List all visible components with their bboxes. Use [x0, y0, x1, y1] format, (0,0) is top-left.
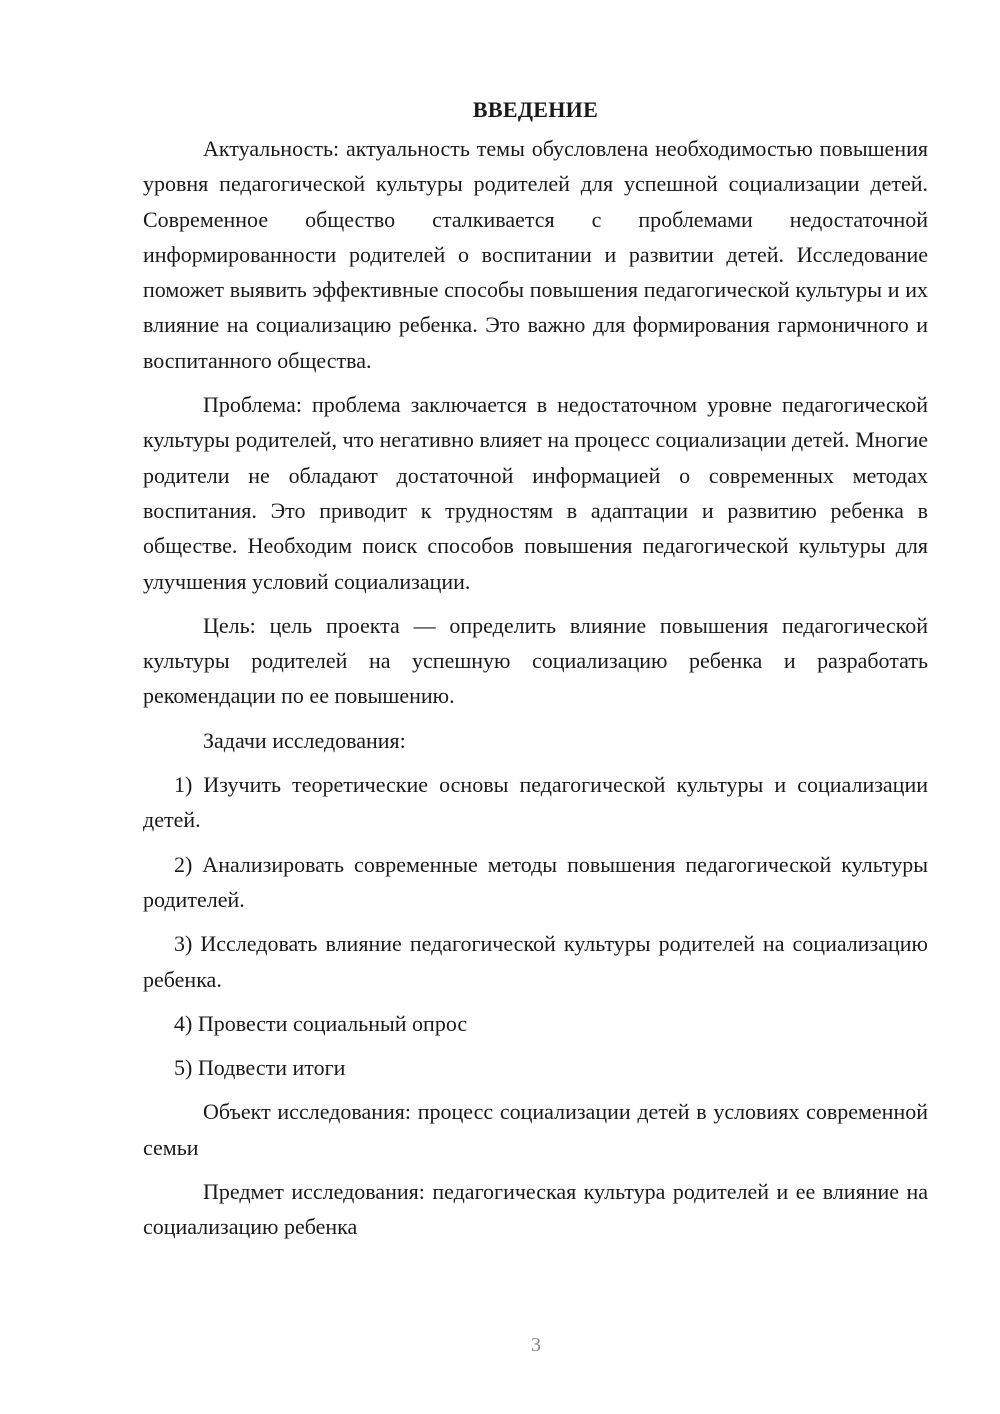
task-item-2: 2) Анализировать современные методы повышения педагогической культуры родителей. — [143, 851, 928, 912]
task-item-4: 4) Провести социальный опрос — [174, 1010, 468, 1036]
subject-paragraph: Предмет исследования: педагогическая культура родителей и ее влияние на социализацию ребенка — [143, 1179, 928, 1240]
task-item-3: 3) Исследовать влияние педагогической культуры родителей на социализацию ребенка. — [143, 931, 928, 992]
object-paragraph: Объект исследования: процесс социализации детей в условиях современной семьи — [143, 1099, 928, 1160]
task-item-1: 1) Изучить теоретические основы педагогической культуры и социализации детей. — [143, 772, 928, 833]
relevance-paragraph: Актуальность: актуальность темы обусловлена необходимостью повышения уровня педагогической культуры родителей для успешной социализации детей. Современное общество сталкивается с проблемами недостаточной информированности родителей о воспитании и развитии детей. Исследование поможет выявить эффективные способы повышения педагогической культуры и их влияние на социализацию ребенка. Это важно для формирования гармоничного и воспитанного общества. — [143, 136, 928, 373]
document-page — [143, 92, 928, 1254]
task-item-5: 5) Подвести итоги — [174, 1055, 346, 1081]
page-number: 3 — [531, 1334, 541, 1356]
tasks-heading: Задачи исследования: — [203, 727, 406, 753]
goal-paragraph: Цель: цель проекта — определить влияние повышения педагогической культуры родителей на успешную социализацию ребенка и разработать рекомендации по ее повышению. — [143, 612, 928, 709]
problem-paragraph: Проблема: проблема заключается в недостаточном уровне педагогической культуры родителей, что негативно влияет на процесс социализации детей. Многие родители не обладают достаточной информацией о современных методах воспитания. Это приводит к трудностям в адаптации и развитию ребенка в обществе. Необходим поиск способов повышения педагогической культуры для улучшения условий социализации. — [143, 392, 928, 594]
page-title: ВВЕДЕНИЕ — [472, 97, 599, 122]
